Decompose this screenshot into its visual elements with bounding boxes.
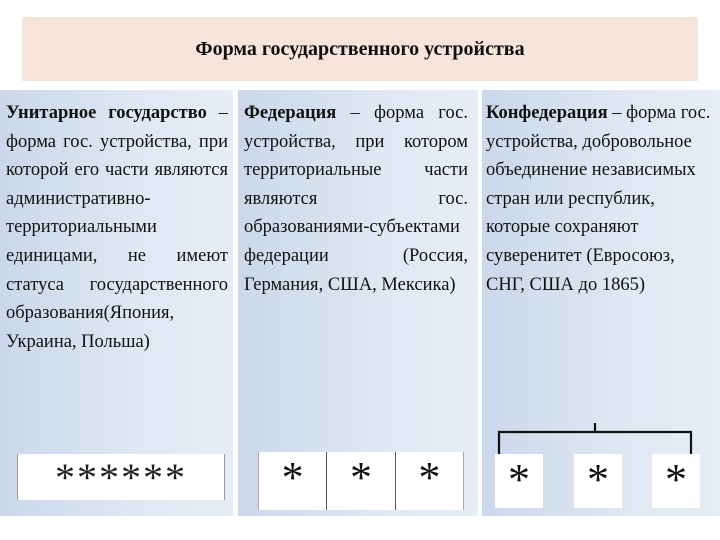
confederation-term: Конфедерация xyxy=(486,103,608,123)
federation-star-group xyxy=(258,452,464,510)
federation-definition: – форма гос. устройства, при котором территориальные части являются гос. образованиями-субъектами федерации (Россия, Германия, США, Мексика) xyxy=(244,103,468,295)
federation-star-3: * xyxy=(395,452,464,510)
unitary-term: Унитарное государство xyxy=(6,103,207,123)
unitary-text xyxy=(6,99,228,356)
confederation-star-3: * xyxy=(652,454,700,508)
unitary-definition: – форма гос. устройства, при которой его части являются административно-территориальными единицами, не имеют статуса государственного образования(Япония, Украина, Польша) xyxy=(6,103,228,352)
title-banner xyxy=(22,17,698,81)
confederation-definition: – форма гос. устройства, добровольное объединение независимых стран или республик, которые сохраняют суверенитет (Евросоюз, СНГ, США до 1865) xyxy=(486,103,711,295)
federation-term: Федерация xyxy=(244,103,337,123)
confederation-text xyxy=(486,99,716,299)
confederation-star-1: * xyxy=(495,454,543,508)
page-title: Форма государственного устройства xyxy=(195,37,525,60)
federation-text xyxy=(244,99,468,299)
unitary-star-box xyxy=(17,454,225,500)
confederation-star-2: * xyxy=(574,454,622,508)
unitary-stars: ****** xyxy=(55,454,187,500)
federation-star-1: * xyxy=(258,452,326,510)
federation-star-2: * xyxy=(326,452,394,510)
